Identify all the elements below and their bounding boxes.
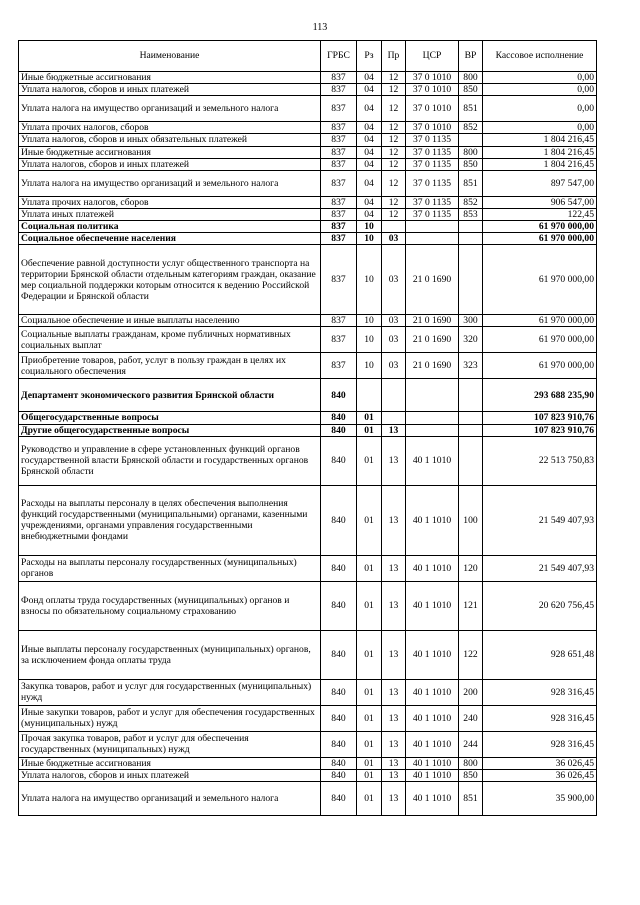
cell-name: Социальная политика bbox=[19, 221, 321, 233]
table-row bbox=[19, 630, 597, 679]
cell-grbs: 837 bbox=[321, 327, 357, 353]
cell-csr: 40 1 1010 bbox=[406, 757, 459, 769]
cell-pr: 12 bbox=[382, 122, 406, 134]
cell-csr: 37 0 1135 bbox=[406, 158, 459, 170]
cell-grbs: 837 bbox=[321, 315, 357, 327]
cell-pr: 12 bbox=[382, 208, 406, 220]
table-row bbox=[19, 158, 597, 170]
cell-grbs: 840 bbox=[321, 555, 357, 581]
table-row bbox=[19, 96, 597, 122]
cell-grbs: 840 bbox=[321, 679, 357, 705]
table-row bbox=[19, 233, 597, 245]
cell-rz: 04 bbox=[357, 72, 382, 84]
cell-name: Социальное обеспечение населения bbox=[19, 233, 321, 245]
cell-rz: 04 bbox=[357, 170, 382, 196]
cell-grbs: 840 bbox=[321, 485, 357, 555]
cell-csr: 37 0 1135 bbox=[406, 170, 459, 196]
cell-pr: 03 bbox=[382, 327, 406, 353]
cell-csr: 37 0 1010 bbox=[406, 96, 459, 122]
cell-pr: 13 bbox=[382, 485, 406, 555]
cell-grbs: 840 bbox=[321, 705, 357, 731]
cell-sum: 36 026,45 bbox=[483, 757, 597, 769]
cell-grbs: 837 bbox=[321, 72, 357, 84]
cell-sum: 61 970 000,00 bbox=[483, 233, 597, 245]
cell-rz: 04 bbox=[357, 96, 382, 122]
cell-sum: 107 823 910,76 bbox=[483, 412, 597, 424]
cell-vr: 850 bbox=[459, 769, 483, 781]
cell-grbs: 840 bbox=[321, 757, 357, 769]
cell-vr: 300 bbox=[459, 315, 483, 327]
cell-name: Иные бюджетные ассигнования bbox=[19, 757, 321, 769]
cell-vr: 244 bbox=[459, 731, 483, 757]
cell-csr bbox=[406, 412, 459, 424]
cell-sum: 0,00 bbox=[483, 72, 597, 84]
cell-grbs: 837 bbox=[321, 134, 357, 146]
cell-sum: 906 547,00 bbox=[483, 196, 597, 208]
table-row bbox=[19, 485, 597, 555]
cell-vr bbox=[459, 412, 483, 424]
cell-vr: 853 bbox=[459, 208, 483, 220]
cell-grbs: 837 bbox=[321, 84, 357, 96]
cell-rz: 10 bbox=[357, 221, 382, 233]
cell-vr: 851 bbox=[459, 96, 483, 122]
cell-rz: 01 bbox=[357, 679, 382, 705]
cell-name: Уплата налогов, сборов и иных платежей bbox=[19, 769, 321, 781]
cell-grbs: 840 bbox=[321, 781, 357, 815]
budget-table bbox=[18, 40, 597, 816]
cell-name: Уплата налога на имущество организаций и земельного налога bbox=[19, 170, 321, 196]
cell-vr: 851 bbox=[459, 781, 483, 815]
cell-name: Уплата прочих налогов, сборов bbox=[19, 122, 321, 134]
table-row bbox=[19, 705, 597, 731]
cell-name: Руководство и управление в сфере установленных функций органов государственной власти Брянской области и государственных органов Брянской области bbox=[19, 436, 321, 485]
cell-sum: 61 970 000,00 bbox=[483, 353, 597, 379]
cell-vr: 800 bbox=[459, 146, 483, 158]
cell-pr bbox=[382, 412, 406, 424]
cell-rz: 01 bbox=[357, 555, 382, 581]
cell-grbs: 840 bbox=[321, 436, 357, 485]
cell-sum: 61 970 000,00 bbox=[483, 327, 597, 353]
cell-name: Общегосударственные вопросы bbox=[19, 412, 321, 424]
cell-name: Уплата налогов, сборов и иных платежей bbox=[19, 158, 321, 170]
cell-vr: 320 bbox=[459, 327, 483, 353]
table-row bbox=[19, 679, 597, 705]
cell-csr: 40 1 1010 bbox=[406, 679, 459, 705]
cell-rz: 10 bbox=[357, 315, 382, 327]
cell-sum: 928 316,45 bbox=[483, 679, 597, 705]
cell-csr: 40 1 1010 bbox=[406, 436, 459, 485]
cell-sum: 35 900,00 bbox=[483, 781, 597, 815]
cell-sum: 293 688 235,90 bbox=[483, 379, 597, 412]
cell-rz: 10 bbox=[357, 353, 382, 379]
cell-name: Уплата иных платежей bbox=[19, 208, 321, 220]
cell-vr bbox=[459, 245, 483, 315]
cell-csr: 40 1 1010 bbox=[406, 705, 459, 731]
cell-vr: 122 bbox=[459, 630, 483, 679]
cell-csr: 21 0 1690 bbox=[406, 245, 459, 315]
cell-rz: 01 bbox=[357, 485, 382, 555]
cell-grbs: 840 bbox=[321, 769, 357, 781]
header-pr: Пр bbox=[382, 41, 406, 72]
page-number: 113 bbox=[312, 22, 328, 33]
cell-pr: 13 bbox=[382, 581, 406, 630]
cell-pr: 12 bbox=[382, 170, 406, 196]
cell-sum: 1 804 216,45 bbox=[483, 158, 597, 170]
cell-csr bbox=[406, 379, 459, 412]
cell-pr: 03 bbox=[382, 233, 406, 245]
cell-vr: 323 bbox=[459, 353, 483, 379]
cell-pr: 03 bbox=[382, 245, 406, 315]
cell-csr: 37 0 1135 bbox=[406, 208, 459, 220]
cell-grbs: 837 bbox=[321, 122, 357, 134]
table-header-row bbox=[19, 41, 597, 72]
cell-sum: 21 549 407,93 bbox=[483, 555, 597, 581]
cell-sum: 897 547,00 bbox=[483, 170, 597, 196]
cell-pr: 13 bbox=[382, 555, 406, 581]
cell-rz: 01 bbox=[357, 412, 382, 424]
cell-csr: 37 0 1135 bbox=[406, 196, 459, 208]
cell-rz: 04 bbox=[357, 196, 382, 208]
cell-pr: 13 bbox=[382, 705, 406, 731]
header-csr: ЦСР bbox=[406, 41, 459, 72]
table-row bbox=[19, 134, 597, 146]
cell-rz: 10 bbox=[357, 327, 382, 353]
table-row bbox=[19, 412, 597, 424]
cell-sum: 928 651,48 bbox=[483, 630, 597, 679]
cell-grbs: 837 bbox=[321, 353, 357, 379]
cell-name: Уплата налога на имущество организаций и земельного налога bbox=[19, 781, 321, 815]
cell-name: Обеспечение равной доступности услуг общественного транспорта на территории Брянской области отдельным категориям граждан, оказание мер социальной поддержки которым относится к ведению Российской Федерации и Брянской области bbox=[19, 245, 321, 315]
cell-rz: 10 bbox=[357, 245, 382, 315]
cell-sum: 36 026,45 bbox=[483, 769, 597, 781]
cell-rz: 10 bbox=[357, 233, 382, 245]
cell-sum: 61 970 000,00 bbox=[483, 315, 597, 327]
cell-csr: 21 0 1690 bbox=[406, 327, 459, 353]
cell-sum: 0,00 bbox=[483, 84, 597, 96]
cell-rz: 04 bbox=[357, 146, 382, 158]
cell-vr: 851 bbox=[459, 170, 483, 196]
table-row bbox=[19, 379, 597, 412]
cell-csr: 37 0 1010 bbox=[406, 122, 459, 134]
cell-rz: 04 bbox=[357, 84, 382, 96]
cell-rz: 04 bbox=[357, 122, 382, 134]
cell-grbs: 837 bbox=[321, 233, 357, 245]
cell-vr: 800 bbox=[459, 757, 483, 769]
cell-name: Фонд оплаты труда государственных (муниципальных) органов и взносы по обязательному социальному страхованию bbox=[19, 581, 321, 630]
table-row bbox=[19, 170, 597, 196]
cell-grbs: 837 bbox=[321, 158, 357, 170]
cell-csr bbox=[406, 424, 459, 436]
cell-name: Прочая закупка товаров, работ и услуг для обеспечения государственных (муниципальных) нужд bbox=[19, 731, 321, 757]
cell-csr: 40 1 1010 bbox=[406, 581, 459, 630]
cell-vr bbox=[459, 436, 483, 485]
cell-grbs: 840 bbox=[321, 581, 357, 630]
cell-sum: 22 513 750,83 bbox=[483, 436, 597, 485]
cell-pr: 03 bbox=[382, 353, 406, 379]
cell-csr: 21 0 1690 bbox=[406, 315, 459, 327]
cell-vr: 852 bbox=[459, 196, 483, 208]
cell-name: Социальное обеспечение и иные выплаты населению bbox=[19, 315, 321, 327]
cell-pr: 13 bbox=[382, 679, 406, 705]
cell-pr: 13 bbox=[382, 769, 406, 781]
cell-vr: 200 bbox=[459, 679, 483, 705]
cell-sum: 1 804 216,45 bbox=[483, 134, 597, 146]
cell-grbs: 837 bbox=[321, 208, 357, 220]
cell-pr: 12 bbox=[382, 72, 406, 84]
cell-vr bbox=[459, 221, 483, 233]
table-row bbox=[19, 196, 597, 208]
header-name: Наименование bbox=[19, 41, 321, 72]
table-row bbox=[19, 555, 597, 581]
header-grbs: ГРБС bbox=[321, 41, 357, 72]
cell-csr: 37 0 1010 bbox=[406, 72, 459, 84]
table-row bbox=[19, 436, 597, 485]
cell-vr: 850 bbox=[459, 158, 483, 170]
cell-vr: 240 bbox=[459, 705, 483, 731]
cell-rz: 04 bbox=[357, 208, 382, 220]
cell-csr: 37 0 1135 bbox=[406, 134, 459, 146]
cell-name: Приобретение товаров, работ, услуг в пользу граждан в целях их социального обеспечения bbox=[19, 353, 321, 379]
cell-grbs: 837 bbox=[321, 146, 357, 158]
cell-rz: 04 bbox=[357, 134, 382, 146]
cell-pr: 13 bbox=[382, 436, 406, 485]
cell-csr: 40 1 1010 bbox=[406, 781, 459, 815]
table-row bbox=[19, 72, 597, 84]
cell-sum: 61 970 000,00 bbox=[483, 221, 597, 233]
cell-vr: 800 bbox=[459, 72, 483, 84]
cell-csr: 40 1 1010 bbox=[406, 485, 459, 555]
cell-grbs: 837 bbox=[321, 221, 357, 233]
cell-vr bbox=[459, 379, 483, 412]
cell-sum: 928 316,45 bbox=[483, 705, 597, 731]
cell-pr: 12 bbox=[382, 134, 406, 146]
cell-rz bbox=[357, 379, 382, 412]
cell-grbs: 840 bbox=[321, 424, 357, 436]
cell-csr: 40 1 1010 bbox=[406, 630, 459, 679]
cell-pr: 13 bbox=[382, 781, 406, 815]
cell-vr: 120 bbox=[459, 555, 483, 581]
cell-pr: 03 bbox=[382, 315, 406, 327]
cell-pr bbox=[382, 221, 406, 233]
table-row bbox=[19, 221, 597, 233]
cell-name: Социальные выплаты гражданам, кроме публичных нормативных социальных выплат bbox=[19, 327, 321, 353]
cell-grbs: 837 bbox=[321, 245, 357, 315]
cell-pr: 12 bbox=[382, 84, 406, 96]
cell-sum: 0,00 bbox=[483, 96, 597, 122]
table-row bbox=[19, 769, 597, 781]
cell-name: Расходы на выплаты персоналу в целях обеспечения выполнения функций государственными (муниципальными) органами, казенными учреждениями, органами управления государственными внебюджетными фондами bbox=[19, 485, 321, 555]
cell-vr: 852 bbox=[459, 122, 483, 134]
cell-csr bbox=[406, 233, 459, 245]
cell-sum: 21 549 407,93 bbox=[483, 485, 597, 555]
cell-csr: 40 1 1010 bbox=[406, 769, 459, 781]
cell-pr: 13 bbox=[382, 731, 406, 757]
table-row bbox=[19, 757, 597, 769]
cell-vr: 100 bbox=[459, 485, 483, 555]
cell-vr: 850 bbox=[459, 84, 483, 96]
table-row bbox=[19, 208, 597, 220]
cell-csr: 37 0 1135 bbox=[406, 146, 459, 158]
cell-pr: 12 bbox=[382, 96, 406, 122]
cell-vr bbox=[459, 134, 483, 146]
cell-grbs: 840 bbox=[321, 630, 357, 679]
table-row bbox=[19, 315, 597, 327]
cell-vr bbox=[459, 233, 483, 245]
cell-grbs: 837 bbox=[321, 96, 357, 122]
cell-sum: 1 804 216,45 bbox=[483, 146, 597, 158]
header-sum: Кассовое исполнение bbox=[483, 41, 597, 72]
cell-grbs: 837 bbox=[321, 196, 357, 208]
cell-name: Департамент экономического развития Брянской области bbox=[19, 379, 321, 412]
cell-sum: 107 823 910,76 bbox=[483, 424, 597, 436]
table-row bbox=[19, 245, 597, 315]
cell-name: Уплата налогов, сборов и иных платежей bbox=[19, 84, 321, 96]
cell-rz: 04 bbox=[357, 158, 382, 170]
cell-name: Уплата налога на имущество организаций и земельного налога bbox=[19, 96, 321, 122]
cell-csr: 37 0 1010 bbox=[406, 84, 459, 96]
cell-pr: 12 bbox=[382, 196, 406, 208]
cell-rz: 01 bbox=[357, 781, 382, 815]
table-row bbox=[19, 122, 597, 134]
cell-name: Уплата налогов, сборов и иных обязательных платежей bbox=[19, 134, 321, 146]
cell-name: Другие общегосударственные вопросы bbox=[19, 424, 321, 436]
cell-rz: 01 bbox=[357, 581, 382, 630]
cell-name: Расходы на выплаты персоналу государственных (муниципальных) органов bbox=[19, 555, 321, 581]
cell-name: Иные бюджетные ассигнования bbox=[19, 146, 321, 158]
cell-vr bbox=[459, 424, 483, 436]
table-row bbox=[19, 146, 597, 158]
cell-rz: 01 bbox=[357, 436, 382, 485]
cell-csr bbox=[406, 221, 459, 233]
table-row bbox=[19, 781, 597, 815]
table-row bbox=[19, 327, 597, 353]
cell-vr: 121 bbox=[459, 581, 483, 630]
cell-sum: 20 620 756,45 bbox=[483, 581, 597, 630]
cell-rz: 01 bbox=[357, 630, 382, 679]
cell-rz: 01 bbox=[357, 757, 382, 769]
table-row bbox=[19, 424, 597, 436]
cell-csr: 21 0 1690 bbox=[406, 353, 459, 379]
cell-sum: 122,45 bbox=[483, 208, 597, 220]
cell-name: Иные бюджетные ассигнования bbox=[19, 72, 321, 84]
cell-grbs: 840 bbox=[321, 412, 357, 424]
table-row bbox=[19, 353, 597, 379]
cell-pr: 12 bbox=[382, 146, 406, 158]
cell-pr: 13 bbox=[382, 424, 406, 436]
table-row bbox=[19, 731, 597, 757]
cell-sum: 928 316,45 bbox=[483, 731, 597, 757]
cell-rz: 01 bbox=[357, 769, 382, 781]
cell-sum: 0,00 bbox=[483, 122, 597, 134]
cell-name: Уплата прочих налогов, сборов bbox=[19, 196, 321, 208]
cell-pr: 13 bbox=[382, 757, 406, 769]
cell-csr: 40 1 1010 bbox=[406, 731, 459, 757]
cell-rz: 01 bbox=[357, 731, 382, 757]
cell-pr: 12 bbox=[382, 158, 406, 170]
cell-name: Иные выплаты персоналу государственных (муниципальных) органов, за исключением фонда оплаты труда bbox=[19, 630, 321, 679]
table-row bbox=[19, 581, 597, 630]
header-vr: ВР bbox=[459, 41, 483, 72]
cell-name: Закупка товаров, работ и услуг для государственных (муниципальных) нужд bbox=[19, 679, 321, 705]
cell-grbs: 837 bbox=[321, 170, 357, 196]
cell-name: Иные закупки товаров, работ и услуг для обеспечения государственных (муниципальных) нужд bbox=[19, 705, 321, 731]
cell-rz: 01 bbox=[357, 424, 382, 436]
cell-grbs: 840 bbox=[321, 731, 357, 757]
cell-pr: 13 bbox=[382, 630, 406, 679]
cell-rz: 01 bbox=[357, 705, 382, 731]
header-rz: Рз bbox=[357, 41, 382, 72]
table-row bbox=[19, 84, 597, 96]
cell-csr: 40 1 1010 bbox=[406, 555, 459, 581]
cell-sum: 61 970 000,00 bbox=[483, 245, 597, 315]
cell-grbs: 840 bbox=[321, 379, 357, 412]
cell-pr bbox=[382, 379, 406, 412]
